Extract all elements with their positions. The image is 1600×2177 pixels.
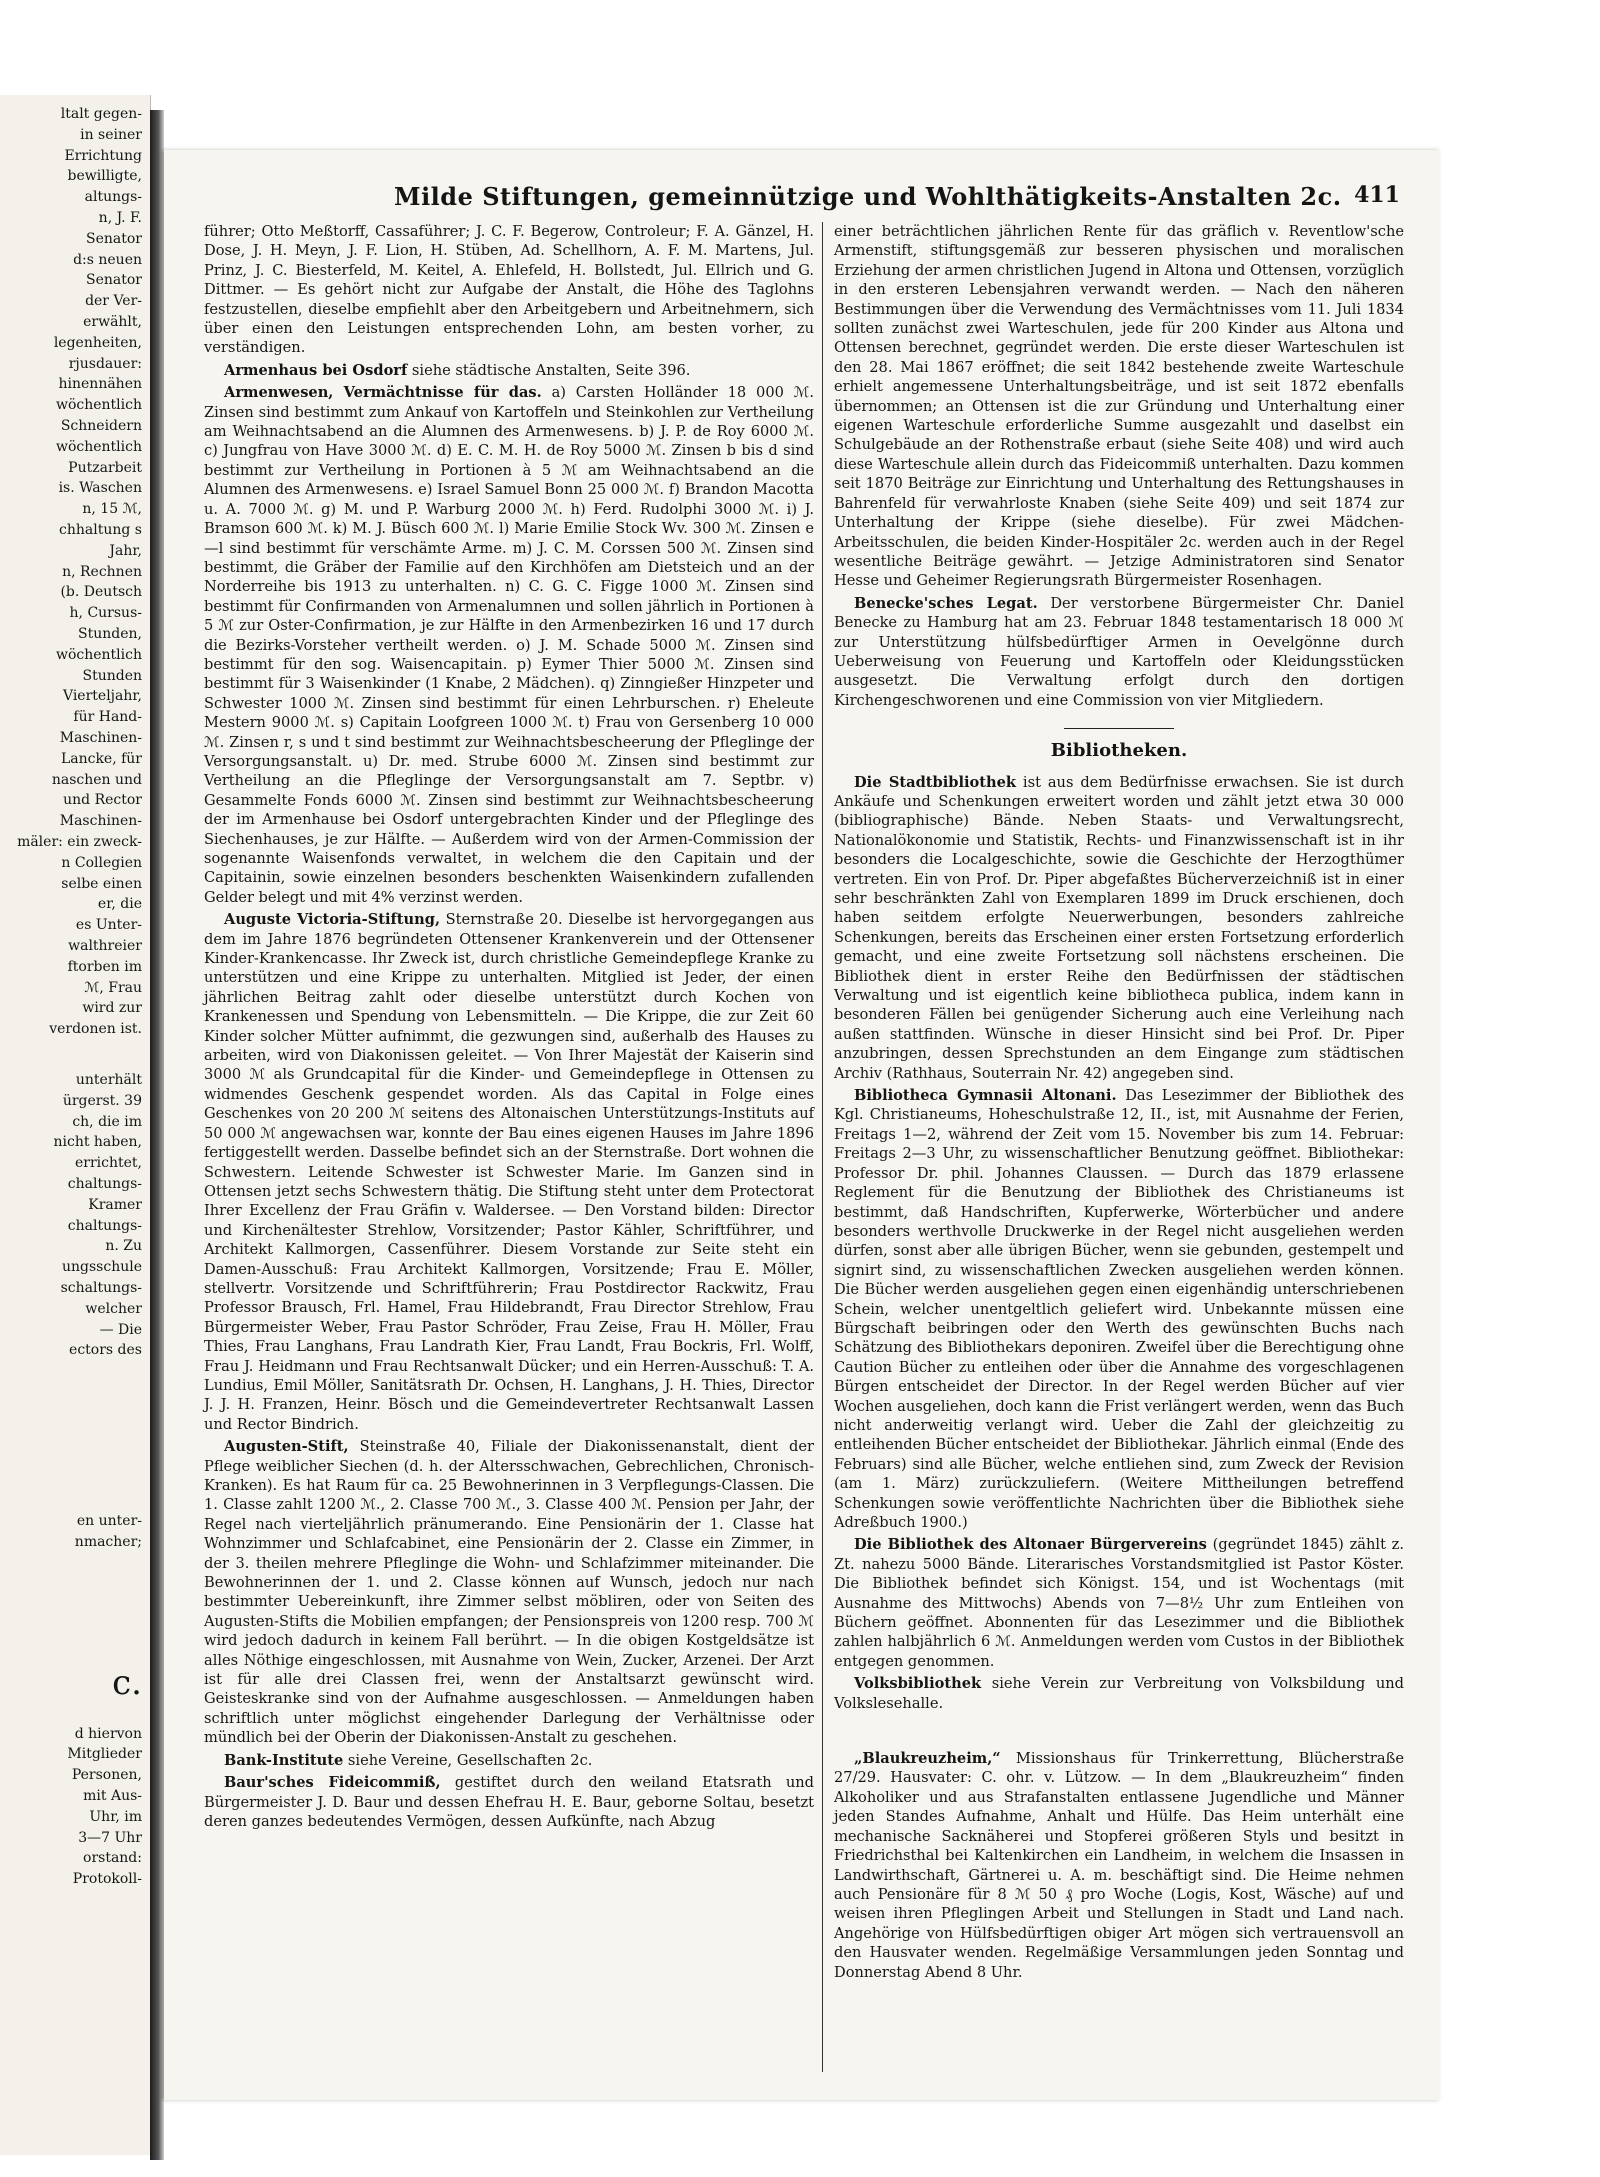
- previous-page-line: Uhr, im: [89, 1808, 142, 1825]
- entry-text: führer; Otto Meßtorff, Cassaführer; J. C. F. Begerow, Controleur; F. A. Gänzel, H. Dose, J. H. Meyn, J. F. Lion, H. Stüben, Ad. Schellhorn, A. F. M. Martens, Jul. Prinz, J. C. Biesterfeld, M. Keitel, A. Ehlefeld, H. Bollstedt, Jul. Ellrich und G. Dittmer. — Es gehört nicht zur Aufgabe der Anstalt, die Höhe des Taglohns festzustellen, dieselbe empfiehlt aber den Arbeitgebern und Arbeitnehmern, sich über einen den Leistungen entsprechenden Lohn, am besten vorher, zu verständigen.: [204, 223, 814, 357]
- entry-text: gestiftet durch den weiland Etatsrath und Bürgermeister J. D. Baur und dessen Ehefrau H. E. Baur, geborne Soltau, besetzt deren ganzes bedeutendes Vermögen, dessen Aufkünfte, nach Abzug: [204, 1774, 814, 1830]
- entry-heading: Baur'sches Fideicommiß,: [224, 1774, 441, 1792]
- previous-page-line: d:s neuen: [73, 251, 142, 268]
- entry-text: Steinstraße 40, Filiale der Diakonissenanstalt, dient der Pflege weiblicher Siechen (d. h. der Altersschwachen, Gebrechlichen, Chronisch-Kranken). Es hat Raum für ca. 25 Bewohnerinnen in 3 Verpflegungs-Classen. Die 1. Classe zahlt 1200 ℳ., 2. Classe 700 ℳ., 3. Classe 400 ℳ. Pension per Jahr, der Regel nach vierteljährlich pränumerando. Eine Pensionärin der 1. Classe hat Wohnzimmer und Schlafcabinet, eine Pensionärin der 2. Classe ein Zimmer, in der 3. theilen mehrere Pfleglinge die Wohn- und Schlafzimmer miteinander. Die Bewohnerinnen der 1. und 2. Classe können auf Wunsch, jedoch nur nach bestimmter Uebereinkunft, ihre Zimmer selbst möbliren, oder von Seiten des Augusten-Stifts die Mobilien empfangen; der Pensionspreis von 1200 resp. 700 ℳ wird jedoch dadurch in keinem Fall berührt. — In die obigen Kostgeldsätze ist alles Nöthige eingeschlossen, mit Ausnahme von Wein, Zucker, Arzenei. Der Arzt ist für alle drei Classen frei, wenn der Anstaltsarzt gewünscht wird. Geisteskranke sind von der Aufnahme ausgeschlossen. — Anmeldungen haben schriftlich unter möglichst eingehender Darlegung der Verhältnisse oder mündlich bei der Oberin der Diakonissen-Anstalt zu geschehen.: [204, 1438, 814, 1747]
- entry-heading: Armenhaus bei Osdorf: [224, 361, 408, 379]
- entry-paragraph: [834, 773, 1404, 1084]
- previous-page-line: schaltungs-: [60, 1280, 142, 1296]
- previous-page-line: bewilligte,: [67, 168, 142, 185]
- right-column-top: [834, 222, 1404, 710]
- entry-heading: Bank-Institute: [224, 1751, 344, 1769]
- previous-page-line: — Die: [99, 1321, 142, 1338]
- previous-page-line: n. Zu: [105, 1238, 142, 1255]
- entry-paragraph: [204, 1773, 814, 1831]
- previous-page-line: mit Aus-: [83, 1788, 142, 1804]
- entry-paragraph: [834, 1749, 1404, 1982]
- previous-page-line: Errichtung: [64, 147, 142, 164]
- previous-page-line: chhaltung s: [59, 522, 142, 538]
- entry-heading: Auguste Victoria-Stiftung,: [224, 911, 441, 929]
- page: [164, 150, 1440, 2100]
- entry-heading: „Blaukreuzheim,“: [854, 1750, 1001, 1768]
- section-heading: Bibliotheken.: [1050, 740, 1188, 762]
- entry-text: Das Lesezimmer der Bibliothek des Kgl. Christianeums, Hoheschulstraße 12, II., ist, mit Ausnahme der Ferien, Freitags 1—2, während der Zeit vom 15. November bis zum 14. Februar: Freitags 2—3 Uhr, zu wissenschaftlicher Benutzung geöffnet. Bibliothekar: Professor Dr. phil. Johannes Claussen. — Durch das 1879 erlassene Reglement für die Benutzung der Bibliothek des Christianeums ist bestimmt, daß Handschriften, Kupferwerke, Wörterbücher und andere besonders werthvolle Druckwerke in der Regel nicht ausgeliehen werden dürfen, sonst aber alle übrigen Bücher, wenn sie gebunden, gestempelt und signirt sind, zu wissenschaftlichen Zwecken ausgeliehen werden können. Die Bücher werden ausgeliehen gegen einen eigenhändig unterschriebenen Schein, welcher unentgeltlich geliefert wird. Unbekannte müssen eine Bürgschaft beibringen oder den Werth des gewünschten Buchs nach Schätzung des Bibliothekars deponiren. Zweifel über die Berechtigung ohne Caution Bücher zu entleihen oder über die Annahme des vorgeschlagenen Bürgen entscheidet der Director. In der Regel werden Bücher auf vier Wochen ausgeliehen, doch kann die Frist verlängert werden, wenn das Buch nicht anderweitig verlangt wird. Ueber die Zahl der gleichzeitig zu entleihenden Bücher entscheidet der Bibliothekar. Jährlich einmal (Ende des Februars) sind alle Bücher, welche entliehen sind, zum Zweck der Revision (am 1. März) zurückzuliefern. (Weitere Mittheilungen betreffend Schenkungen sowie veröffentlichte Nachrichten über die Bibliothek siehe Adreßbuch 1900.): [834, 1087, 1404, 1531]
- entry-paragraph: [834, 1535, 1404, 1671]
- previous-page-line: der Ver-: [85, 293, 142, 310]
- entry-paragraph: [204, 1751, 814, 1770]
- page-number: 411: [1354, 182, 1400, 208]
- previous-page-line: Lancke, für: [60, 750, 142, 767]
- previous-page-line: welcher: [85, 1300, 142, 1317]
- entry-heading: Die Bibliothek des Altonaer Bürgervereins: [854, 1536, 1207, 1554]
- previous-page-line: ch, die im: [72, 1113, 142, 1130]
- previous-page-line: Protokoll-: [72, 1871, 142, 1888]
- entry-text: ist aus dem Bedürfnisse erwachsen. Sie ist durch Ankäufe und Schenkungen erweitert worden und zählt jetzt etwa 30 000 (bibliographische) Bände. Neben Staats- und Verwaltungsrecht, Nationalökonomie und Statistik, Rechts- und Finanzwissenschaft ist in ihr besonders die Localgeschichte, sowie die Geschichte der Herzogthümer vertreten. Ein von Prof. Dr. Piper abgefaßtes Bücherverzeichniß ist in einer sehr beschränkten Zahl von Exemplaren 1899 im Druck erschienen, doch haben seitdem erfolgte Neuerwerbungen, besonders zahlreiche Schenkungen, bereits das Erscheinen einer ersten Fortsetzung erforderlich gemacht, und eine zweite Fortsetzung soll nächstens erscheinen. Die Bibliothek dient in erster Reihe den Bedürfnissen der städtischen Verwaltung und ist eigentlich keine bibliotheca publica, indem kann in besonderen Fällen bei genügender Sicherung auch eine Verleihung nach außen stattfinden. Wünsche in dieser Hinsicht sind bei Prof. Dr. Piper anzubringen, dessen Sprechstunden an dem Eingange zum städtischen Archiv (Rathhaus, Souterrain Nr. 42) angegeben sind.: [834, 773, 1404, 1082]
- previous-page-line: ftorben im: [67, 958, 142, 975]
- entry-text: einer beträchtlichen jährlichen Rente für das gräflich v. Reventlow'sche Armenstift, stiftungsgemäß zur besseren physischen und moralischen Erziehung der armen christlichen Jugend in Altona und Ottensen, vorzüglich in den ersteren Lebensjahren verwandt werden. — Nach den näheren Bestimmungen über die Verwendung des Vermächtnisses vom 11. Juli 1834 sollten zunächst zwei Warteschulen, jede für 200 Kinder aus Altona und Ottensen berechnet, gegründet werden. Die erste dieser Warteschulen ist den 28. Mai 1867 eröffnet; die seit 1842 bestehende zweite Warteschule erhielt angemessene Unterhaltungsbeiträge, und ist seit 1872 ebenfalls übernommen; an Ottensen ist die zur Gründung und Unterhaltung einer eigenen Warteschule erforderliche Summe ausgezahlt und daselbst ein Schulgebäude an der Rothenstraße erbaut (siehe Seite 408) und wird auch diese Warteschule allein durch das Fideicommiß unterhalten. Dazu kommen seit 1870 Beiträge zur Einrichtung und Unterhaltung des Rettungshauses in Bahrenfeld für verwahrloste Knaben (siehe Seite 409) und seit 1874 zur Unterhaltung der Krippe (siehe dieselbe). Für zwei Mädchen-Arbeitsschulen, die beiden Kinder-Hospitäler 2c. werden auch in der Regel wesentliche Beiträge gewährt. — Jetzige Administratoren sind Senator Hesse und Geheimer Regierungsrath Bürgermeister Rosenhagen.: [834, 223, 1404, 590]
- entry-paragraph: [204, 383, 814, 907]
- previous-page-line: Stunden: [82, 667, 142, 684]
- entry-heading: Armenwesen, Vermächtnisse für das.: [224, 384, 542, 402]
- previous-page-line: legenheiten,: [53, 334, 142, 351]
- previous-page-line: unterhält: [75, 1072, 142, 1088]
- previous-page-line: c.: [112, 1662, 142, 1703]
- previous-page-line: nmacher;: [74, 1534, 142, 1550]
- previous-page-line: h, Cursus-: [69, 605, 142, 622]
- previous-page-line: ungsschule: [61, 1259, 142, 1276]
- previous-page-line: Kramer: [88, 1196, 142, 1213]
- column-rule: [822, 222, 823, 2072]
- previous-page-line: Maschinen-: [59, 730, 142, 746]
- entry-heading: Benecke'sches Legat.: [854, 594, 1038, 612]
- entry-paragraph: [204, 1437, 814, 1748]
- previous-page-line: ectors des: [69, 1342, 142, 1359]
- previous-page-line: rjusdauer:: [68, 355, 142, 372]
- entry-paragraph: [834, 594, 1404, 710]
- previous-page-line: n, J. F.: [98, 210, 142, 226]
- entry-text: Missionshaus für Trinkerrettung, Blücherstraße 27/29. Hausvater: C. ohr. v. Lützow. — In dem „Blaukreuzheim“ finden Alkoholiker und aus Strafanstalten entlassene Jugendliche und Männer jeden Standes Aufnahme, Anhalt und Hülfe. Das Heim unterhält eine mechanische Sacknäherei und Stopferei größeren Styls und besitzt in Friedrichsthal bei Kaltenkirchen ein Landheim, in welchem die Insassen in Landwirthschaft, Gärtnerei u. A. m. beschäftigt sind. Die Heime nehmen auch Pensionäre für 8 ℳ 50 ₰ pro Woche (Logis, Kost, Wäsche) auf und weisen ihren Pfleglingen Arbeit und Stellungen in Stadt und Land nach. Angehörige von Hülfsbedürftigen obiger Art mögen sich vertrauensvoll an den Hausvater wenden. Regelmäßige Versammlungen jeden Sonntag und Donnerstag Abend 8 Uhr.: [834, 1750, 1404, 1981]
- previous-page-line: naschen und: [51, 771, 142, 788]
- previous-page-line: ltalt gegen-: [60, 106, 142, 122]
- previous-page-line: is. Waschen: [58, 480, 142, 497]
- previous-page-line: wöchentlich: [55, 397, 142, 414]
- previous-page-line: erwählt,: [83, 314, 142, 330]
- previous-page-line: n Collegien: [61, 854, 142, 871]
- previous-page-line: Schneidern: [60, 418, 142, 434]
- right-column-bottom: [834, 773, 1404, 1982]
- previous-page-line: selbe einen: [61, 875, 142, 892]
- previous-page-line: für Hand-: [73, 709, 142, 726]
- previous-page-line: orstand:: [83, 1850, 142, 1867]
- entry-text: siehe Verein zur Verbreitung von Volksbildung und Volkslesehalle.: [834, 1675, 1404, 1712]
- previous-page-line: Senator: [86, 272, 142, 289]
- previous-page-line: Mitglieder: [67, 1746, 142, 1763]
- entry-text: siehe Vereine, Gesellschaften 2c.: [343, 1751, 593, 1769]
- entry-text: siehe städtische Anstalten, Seite 396.: [407, 361, 691, 379]
- previous-page-line: er, die: [97, 896, 142, 913]
- previous-page-line: hinennähen: [58, 376, 142, 393]
- previous-page-line: Personen,: [71, 1767, 142, 1784]
- entry-heading: Die Stadtbibliothek: [854, 773, 1017, 791]
- previous-page-line: und Rector: [63, 792, 142, 809]
- previous-page-line: mäler: ein zweck-: [17, 834, 142, 850]
- left-column: [204, 222, 814, 1834]
- entry-paragraph: [834, 1674, 1404, 1713]
- page-header: [164, 182, 1440, 222]
- previous-page-line: chaltungs-: [67, 1217, 142, 1234]
- previous-page-line: chaltungs-: [67, 1176, 142, 1192]
- previous-page-line: wöchentlich: [55, 646, 142, 663]
- previous-page-line: d hiervon: [74, 1725, 142, 1742]
- previous-page-line: Stunden,: [78, 626, 142, 642]
- previous-page-line: nicht haben,: [53, 1134, 142, 1151]
- entry-text: (gegründet 1845) zählt z. Zt. nahezu 5000 Bände. Literarisches Vorstandsmitglied ist Pastor Köster. Die Bibliothek befindet sich Königst. 154, und ist Wochentags (mit Ausnahme des Mittwochs) Abends von 7—8½ Uhr zum Entleihen von Büchern geöffnet. Abonnenten für das Lesezimmer und die Bibliothek zahlen halbjährlich 6 ℳ. Anmeldungen werden vom Custos in der Bibliothek entgegen genommen.: [834, 1536, 1405, 1670]
- previous-page-line: Putzarbeit: [68, 459, 142, 476]
- entry-paragraph: [204, 910, 814, 1434]
- previous-page-line: wird zur: [82, 1000, 142, 1017]
- entry-heading: Augusten-Stift,: [224, 1438, 349, 1456]
- previous-page-line: n, 15 ℳ,: [82, 501, 142, 518]
- previous-page-line: wöchentlich: [55, 438, 142, 455]
- previous-page-line: Jahr,: [109, 542, 142, 559]
- previous-page-line: Maschinen-: [59, 813, 142, 830]
- previous-page-line: in seiner: [80, 126, 142, 143]
- previous-page-line: errichtet,: [75, 1155, 142, 1172]
- entry-paragraph: [834, 1086, 1404, 1532]
- entry-text: a) Carsten Holländer 18 000 ℳ. Zinsen sind bestimmt zum Ankauf von Kartoffeln und Steinkohlen zur Vertheilung am Weihnachtsabend an die Alumnen des Armenwesens. b) J. P. de Roy 6000 ℳ. c) Jungfrau von Have 3000 ℳ. d) E. C. M. H. de Roy 5000 ℳ. Zinsen b bis d sind bestimmt zur Vertheilung in Portionen à 5 ℳ am Weihnachtsabend an die Alumnen des Armenwesens. e) Israel Samuel Bonn 25 000 ℳ. f) Brandon Macotta u. A. 7000 ℳ. g) M. und P. Warburg 2000 ℳ. h) Ferd. Rudolphi 3000 ℳ. i) J. Bramson 600 ℳ. k) M. J. Büsch 600 ℳ. l) Marie Emilie Stock Wv. 300 ℳ. Zinsen e—l sind bestimmt für verschämte Arme. m) J. C. M. Corssen 500 ℳ. Zinsen sind bestimmt, die Gräber der Familie auf den Kirchhöfen am Dietsteich und an der Norderreihe bis 1913 zu unterhalten. n) C. G. C. Figge 1000 ℳ. Zinsen sind bestimmt für Confirmanden von Armenalumnen und sollen jährlich in Portionen à 5 ℳ zur Oster-Confirmation, je zur Hälfte in den Armenbezirken 16 und 17 durch die Bezirks-Vorsteher vertheilt werden. o) J. M. Schade 5000 ℳ. Zinsen sind bestimmt für den sog. Waisencapitain. p) Eymer Thier 5000 ℳ. Zinsen sind bestimmt für 3 Waisenkinder (1 Knabe, 2 Mädchen). q) Zinngießer Hinzpeter und Schwester 1000 ℳ. Zinsen sind bestimmt für einen Lehrburschen. r) Eheleute Mestern 9000 ℳ. s) Capitain Loofgreen 1000 ℳ. t) Frau von Gersenberg 10 000 ℳ. Zinsen r, s und t sind bestimmt zur Weihnachtsbescheerung der Pfleglinge der Versorgungsanstalt. u) Dr. med. Strube 6000 ℳ. Zinsen sind bestimmt zur Vertheilung an die Pfleglinge der Versorgungsanstalt am 7. Septbr. v) Gesammelte Fonds 6000 ℳ. Zinsen sind bestimmt zur Weihnachtsbescheerung der im Armenhause bei Osdorf untergebrachten Kinder und der Pfleglinge des Siechenhauses, je zur Hälfte. — Außerdem wird von der Armen-Commission der sogenannte Waisenfonds verwaltet, in welchem die den Capitain und der Capitainin, sowie einzelnen besonders beschenkten Waisenkindern zufallenden Gelder belegt und mit 4% verzinst werden.: [204, 384, 814, 906]
- entry-heading: Volksbibliothek: [854, 1675, 982, 1693]
- previous-page-line: (b. Deutsch: [60, 584, 142, 601]
- previous-page-line: walthreier: [68, 938, 142, 954]
- previous-page-line: verdonen ist.: [49, 1021, 142, 1038]
- previous-page-line: ürgerst. 39: [62, 1092, 142, 1109]
- previous-page-line: Senator: [86, 230, 142, 247]
- previous-page-line: n, Rechnen: [62, 563, 142, 580]
- previous-page-line: 3—7 Uhr: [78, 1829, 142, 1846]
- section-rule: [1064, 728, 1174, 729]
- previous-page-fragment: [0, 95, 151, 2155]
- previous-page-line: Vierteljahr,: [62, 688, 142, 705]
- book-gutter: [150, 110, 164, 2160]
- previous-page-line: altungs-: [84, 189, 142, 206]
- entry-paragraph: [204, 222, 814, 358]
- running-title: Milde Stiftungen, gemeinnützige und Wohlthätigkeits-Anstalten 2c.: [394, 182, 1342, 211]
- entry-heading: Bibliotheca Gymnasii Altonani.: [854, 1087, 1117, 1105]
- previous-page-line: ℳ, Frau: [84, 979, 142, 996]
- previous-page-line: en unter-: [76, 1513, 142, 1530]
- previous-page-line: es Unter-: [75, 917, 142, 934]
- entry-text: Der verstorbene Bürgermeister Chr. Daniel Benecke zu Hamburg hat am 23. Februar 1848 testamentarisch 18 000 ℳ zur Unterstützung hülfsbedürftiger Armen in Oevelgönne durch Ueberweisung von Feuerung und Kartoffeln oder Kleidungsstücken ausgesetzt. Die Verwaltung erfolgt durch den dortigen Kirchengeschworenen und eine Commission von vier Mitgliedern.: [834, 594, 1404, 709]
- right-column: [834, 222, 1404, 1985]
- entry-text: Sternstraße 20. Dieselbe ist hervorgegangen aus dem im Jahre 1876 begründeten Ottensener Krankenverein und der Ottensener Kinder-Krankencasse. Ihr Zweck ist, durch christliche Gemeindepflege Kranke zu unterstützen und eine Krippe zu unterhalten. Mitglied ist Jeder, der einen jährlichen Beitrag zahlt oder dieselbe unterstützt durch Kochen von Krankenessen und Spendung von Lebensmitteln. — Die Krippe, die zur Zeit 60 Kinder solcher Mütter aufnimmt, die gezwungen sind, außerhalb des Hauses zu arbeiten, wird von Diakonissen geleitet. — Von Ihrer Majestät der Kaiserin sind 3000 ℳ als Grundcapital für die Kinder- und Gemeindepflege in Ottensen zu widmendes Geschenk gespendet worden. Als das Capital in Folge eines Geschenkes von 20 200 ℳ seitens des Altonaischen Unterstützungs-Instituts auf 50 000 ℳ angewachsen war, konnte der Bau eines eigenen Hauses im Jahre 1896 fertiggestellt werden. Dasselbe befindet sich an der Sternstraße. Dort wohnen die Schwestern. Leitende Schwester ist Schwester Marie. Im Ganzen sind in Ottensen jetzt sechs Schwestern thätig. Die Stiftung steht unter dem Protectorat Ihrer Excellenz der Frau Gräfin v. Waldersee. — Den Vorstand bilden: Director und Kirchenältester Strehlow, Vorsitzender; Pastor Kähler, Schriftführer, und Architekt Kallmorgen, Cassenführer. Diesem Vorstande zur Seite steht ein Damen-Ausschuß: Frau Architekt Kallmorgen, Vorsitzende; Frau E. Möller, stellvertr. Vorsitzende und Schriftführerin; Frau Postdirector Rackwitz, Frau Professor Brausch, Frl. Hamel, Frau Hildebrandt, Frau Director Strehlow, Frau Bürgermeister Weber, Frau Pastor Schröder, Frau Zeise, Frau H. Möller, Frau Thies, Frau Langhans, Frau Landrath Kier, Frau Landt, Frau Bockris, Frl. Wolff, Frau J. Heidmann und Frau Rechtsanwalt Dücker; und ein Herren-Ausschuß: T. A. Lundius, Emil Möller, Sanitätsrath Dr. Ochsen, H. Langhans, J. H. Thies, Director J. J. H. Franzen, Heinr. Bösch und die Gemeindevertreter Rechtsanwalt Lassen und Rector Bindrich.: [204, 911, 814, 1433]
- entry-paragraph: [204, 361, 814, 380]
- entry-paragraph: [834, 222, 1404, 591]
